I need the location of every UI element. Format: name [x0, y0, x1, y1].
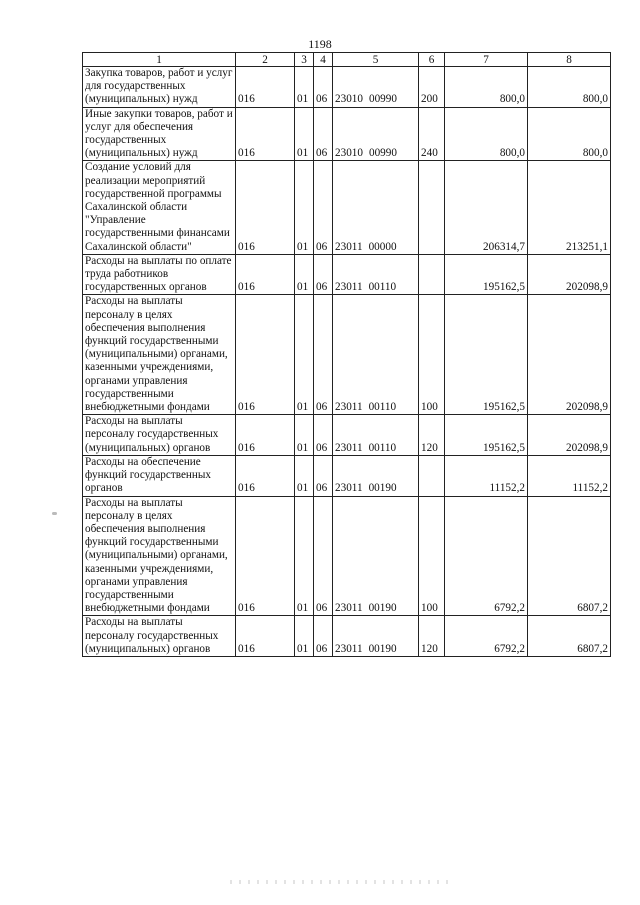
target-article-cell	[333, 254, 419, 295]
target-article-program: 23011	[335, 281, 363, 294]
amount-year1-cell: 206314,7	[445, 161, 528, 254]
subsection-code-cell: 06	[314, 254, 333, 295]
table-header-row	[83, 53, 611, 67]
section-code-cell: 01	[295, 616, 314, 657]
section-code-cell: 01	[295, 496, 314, 616]
target-article-program: 23010	[335, 93, 363, 106]
amount-year2-cell: 11152,2	[528, 455, 611, 496]
expense-type-cell: 100	[419, 496, 445, 616]
amount-year2-cell: 6807,2	[528, 496, 611, 616]
target-article-cell	[333, 161, 419, 254]
target-article-cell	[333, 107, 419, 161]
ministry-code-cell: 016	[236, 616, 295, 657]
header-cell: 6	[419, 53, 445, 67]
section-code-cell: 01	[295, 295, 314, 415]
table-row	[83, 455, 611, 496]
amount-year1-cell: 6792,2	[445, 616, 528, 657]
header-cell: 3	[295, 53, 314, 67]
target-article-cell	[333, 496, 419, 616]
expense-type-cell	[419, 254, 445, 295]
table-row	[83, 67, 611, 108]
target-article-program: 23011	[335, 482, 363, 495]
amount-year2-cell: 6807,2	[528, 616, 611, 657]
target-article-program: 23011	[335, 441, 363, 454]
subsection-code-cell: 06	[314, 616, 333, 657]
expense-name-cell: Расходы на выплаты персоналу в целях обеспечения выполнения функций государственными (муниципальными) органами, казенными учреждениями, органами управления государственными внебюджетными фондами	[83, 496, 236, 616]
ministry-code-cell: 016	[236, 107, 295, 161]
target-article-direction: 00990	[368, 147, 397, 160]
amount-year1-cell: 195162,5	[445, 254, 528, 295]
header-cell: 8	[528, 53, 611, 67]
target-article-cell	[333, 415, 419, 456]
expense-name-cell: Создание условий для реализации мероприятий государственной программы Сахалинской области "Управление государственными финансами Сахалинской области"	[83, 161, 236, 254]
target-article-program: 23011	[335, 401, 363, 414]
subsection-code-cell: 06	[314, 455, 333, 496]
header-cell: 1	[83, 53, 236, 67]
scan-speck	[52, 512, 57, 515]
target-article-cell	[333, 455, 419, 496]
target-article-cell	[333, 616, 419, 657]
budget-table	[82, 52, 611, 657]
expense-name-cell: Расходы на выплаты персоналу в целях обеспечения выполнения функций государственными (муниципальными) органами, казенными учреждениями, органами управления государственными внебюджетными фондами	[83, 295, 236, 415]
ministry-code-cell: 016	[236, 161, 295, 254]
expense-name-cell: Расходы на выплаты персоналу государственных (муниципальных) органов	[83, 415, 236, 456]
amount-year1-cell: 195162,5	[445, 415, 528, 456]
target-article-cell	[333, 295, 419, 415]
amount-year2-cell: 202098,9	[528, 254, 611, 295]
ministry-code-cell: 016	[236, 496, 295, 616]
subsection-code-cell: 06	[314, 107, 333, 161]
expense-name-cell: Расходы на обеспечение функций государственных органов	[83, 455, 236, 496]
subsection-code-cell: 06	[314, 161, 333, 254]
table-row	[83, 415, 611, 456]
amount-year1-cell: 800,0	[445, 67, 528, 108]
target-article-program: 23011	[335, 602, 363, 615]
section-code-cell: 01	[295, 107, 314, 161]
target-article-direction: 00110	[368, 281, 397, 294]
expense-name-cell: Расходы на выплаты персоналу государственных (муниципальных) органов	[83, 616, 236, 657]
ministry-code-cell: 016	[236, 415, 295, 456]
subsection-code-cell: 06	[314, 496, 333, 616]
expense-type-cell	[419, 455, 445, 496]
table-row	[83, 616, 611, 657]
subsection-code-cell: 06	[314, 295, 333, 415]
amount-year2-cell: 202098,9	[528, 295, 611, 415]
amount-year1-cell: 800,0	[445, 107, 528, 161]
expense-type-cell	[419, 161, 445, 254]
amount-year2-cell: 213251,1	[528, 161, 611, 254]
ministry-code-cell: 016	[236, 295, 295, 415]
expense-type-cell: 240	[419, 107, 445, 161]
table-row	[83, 107, 611, 161]
expense-name-cell: Расходы на выплаты по оплате труда работников государственных органов	[83, 254, 236, 295]
target-article-direction: 00000	[368, 240, 397, 253]
header-cell: 7	[445, 53, 528, 67]
section-code-cell: 01	[295, 161, 314, 254]
target-article-program: 23011	[335, 642, 363, 655]
amount-year2-cell: 800,0	[528, 107, 611, 161]
header-cell: 4	[314, 53, 333, 67]
target-article-program: 23010	[335, 147, 363, 160]
ministry-code-cell: 016	[236, 455, 295, 496]
table-row	[83, 161, 611, 254]
target-article-cell	[333, 67, 419, 108]
expense-name-cell: Иные закупки товаров, работ и услуг для обеспечения государственных (муниципальных) нужд	[83, 107, 236, 161]
ministry-code-cell: 016	[236, 67, 295, 108]
section-code-cell: 01	[295, 67, 314, 108]
header-cell: 2	[236, 53, 295, 67]
page-number: 1198	[308, 37, 332, 51]
amount-year1-cell: 11152,2	[445, 455, 528, 496]
section-code-cell: 01	[295, 415, 314, 456]
target-article-direction: 00190	[368, 602, 397, 615]
amount-year1-cell: 195162,5	[445, 295, 528, 415]
target-article-direction: 00110	[368, 401, 397, 414]
table-row	[83, 496, 611, 616]
subsection-code-cell: 06	[314, 67, 333, 108]
table-row	[83, 295, 611, 415]
subsection-code-cell: 06	[314, 415, 333, 456]
amount-year2-cell: 202098,9	[528, 415, 611, 456]
amount-year2-cell: 800,0	[528, 67, 611, 108]
header-cell: 5	[333, 53, 419, 67]
target-article-direction: 00190	[368, 482, 397, 495]
amount-year1-cell: 6792,2	[445, 496, 528, 616]
expense-name-cell: Закупка товаров, работ и услуг для государственных (муниципальных) нужд	[83, 67, 236, 108]
target-article-direction: 00990	[368, 93, 397, 106]
target-article-direction: 00110	[368, 441, 397, 454]
target-article-direction: 00190	[368, 642, 397, 655]
ministry-code-cell: 016	[236, 254, 295, 295]
expense-type-cell: 100	[419, 295, 445, 415]
expense-type-cell: 120	[419, 415, 445, 456]
target-article-program: 23011	[335, 240, 363, 253]
scan-noise	[230, 880, 450, 884]
section-code-cell: 01	[295, 455, 314, 496]
section-code-cell: 01	[295, 254, 314, 295]
expense-type-cell: 120	[419, 616, 445, 657]
expense-type-cell: 200	[419, 67, 445, 108]
table-row	[83, 254, 611, 295]
